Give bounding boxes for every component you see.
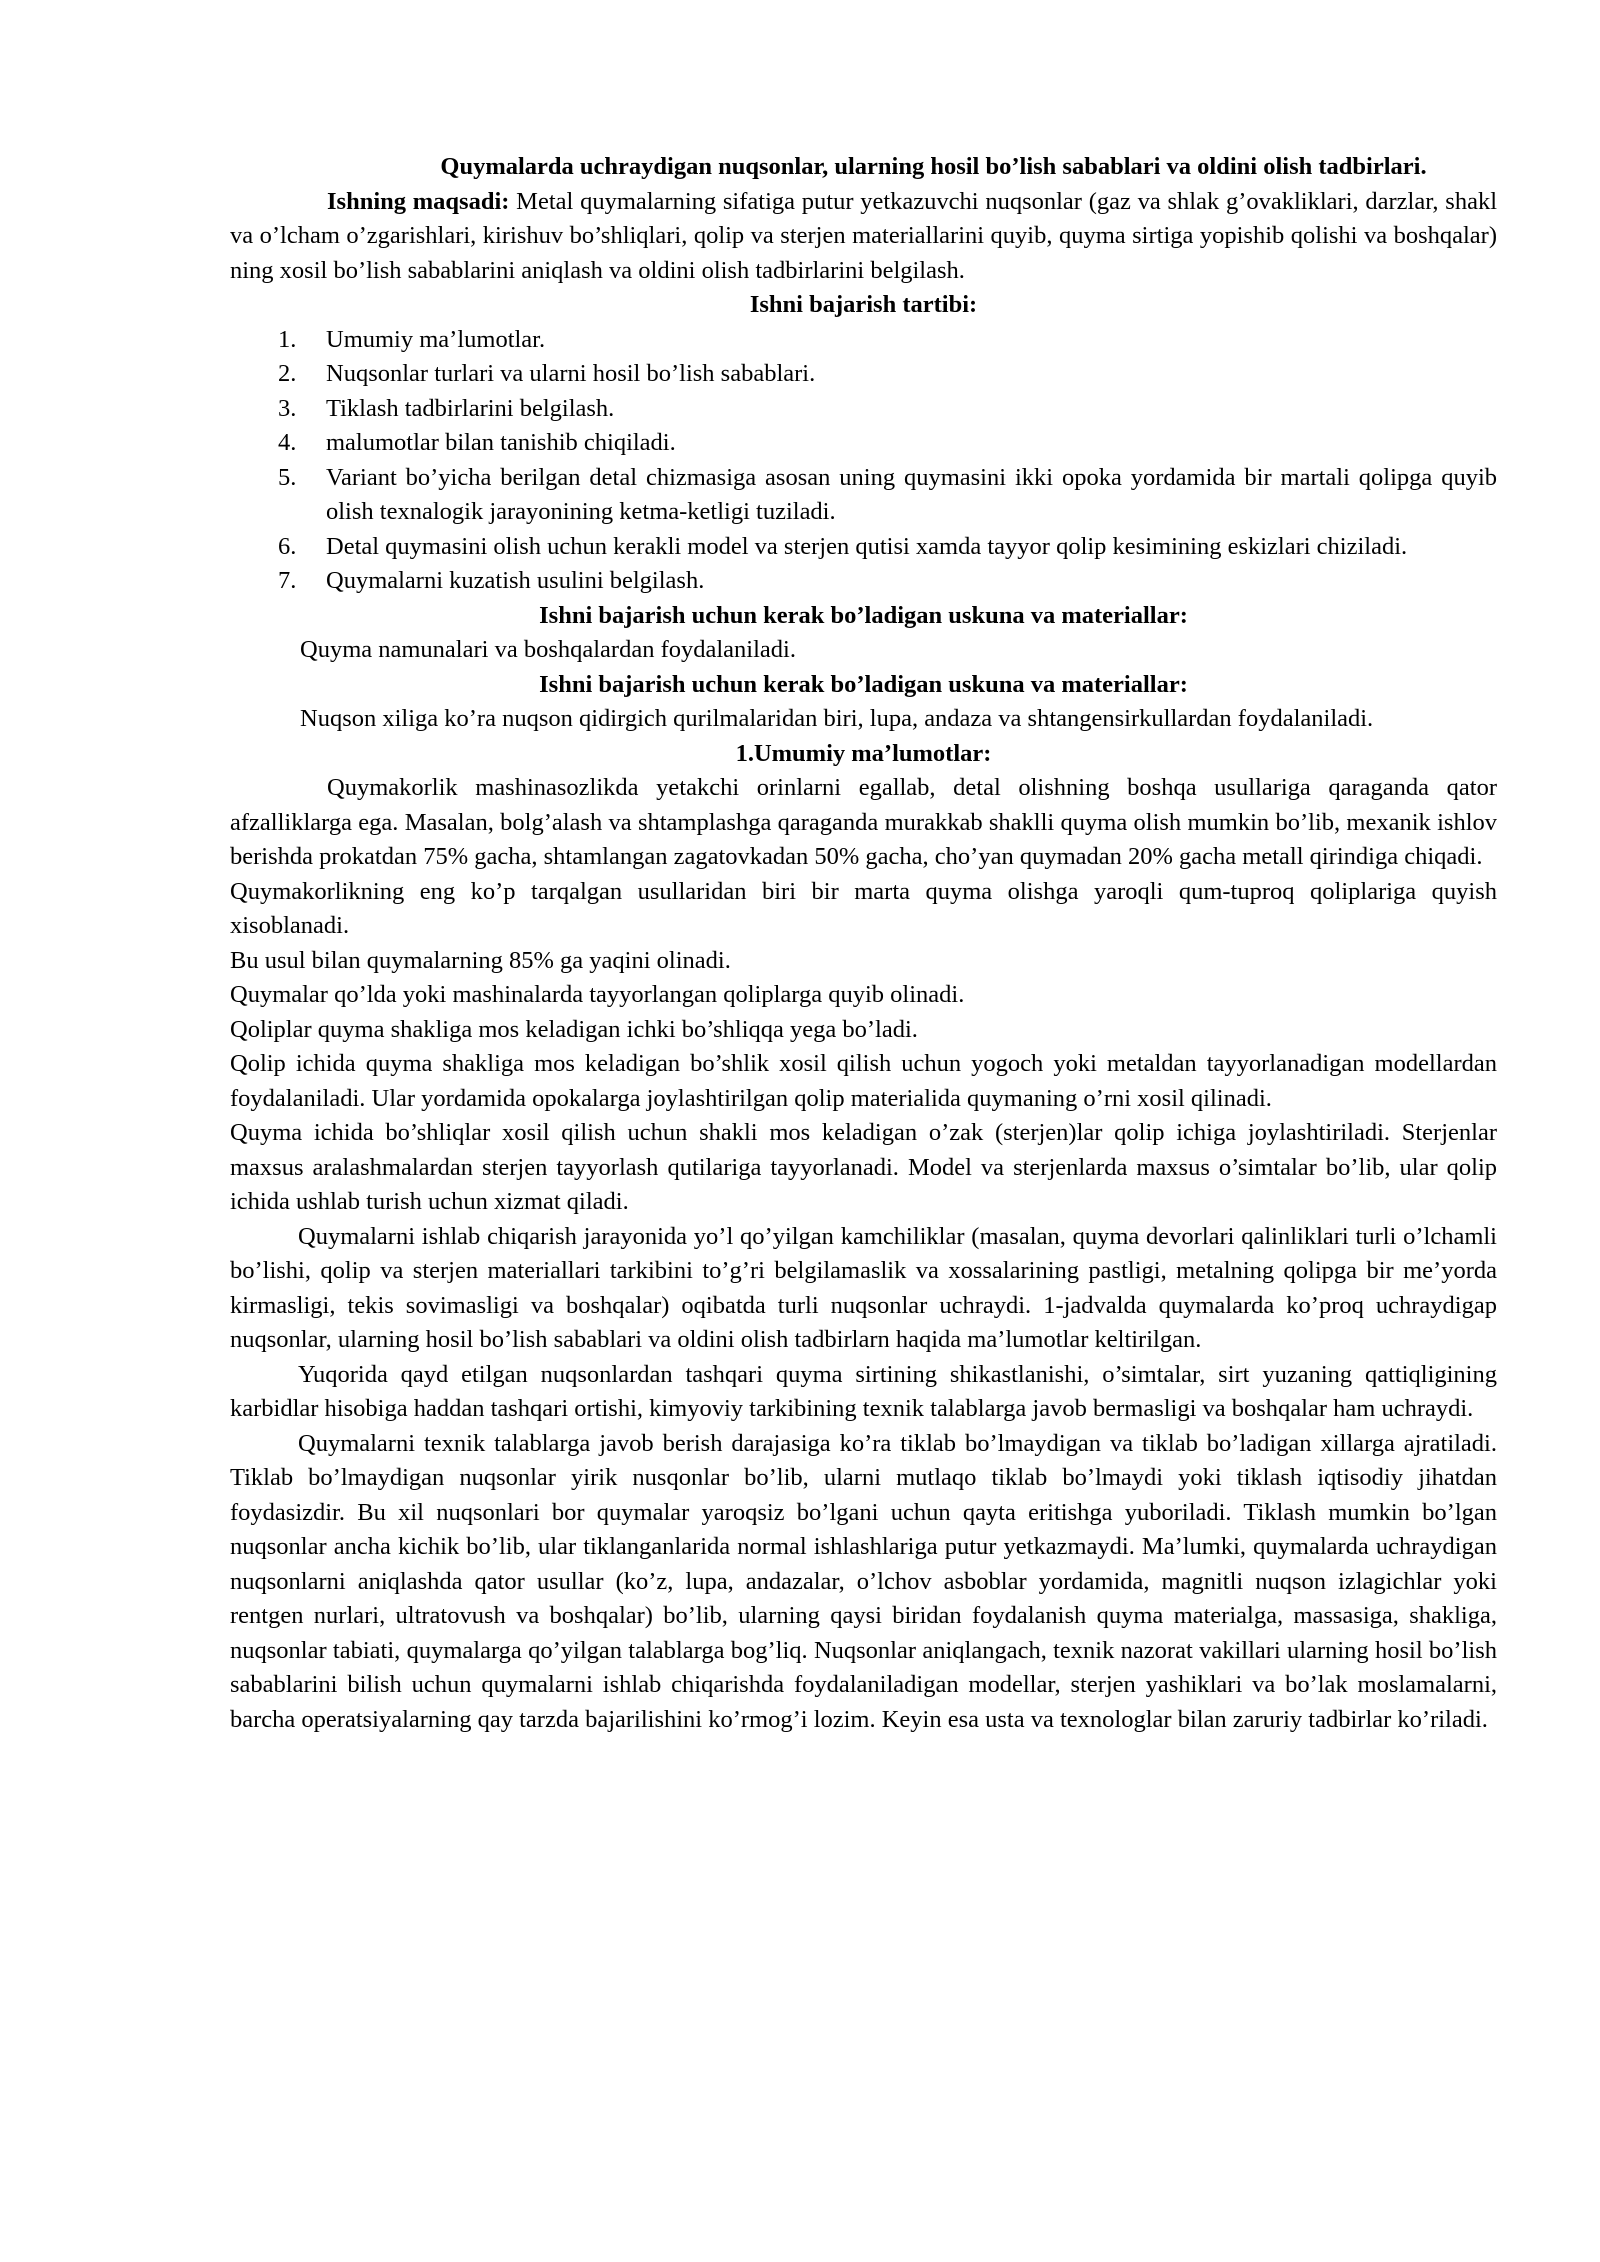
equipment-heading: Ishni bajarish uchun kerak bo’ladigan uskuna va materiallar: (539, 670, 1188, 698)
step-number: 2. (278, 360, 297, 387)
body-paragraph: Quymalar qo’lda yoki mashinalarda tayyorlangan qoliplarga quyib olinadi. (230, 981, 965, 1008)
step-number: 7. (278, 567, 297, 594)
procedure-steps-list (230, 323, 1497, 599)
body-paragraph: Quyma ichida bo’shliqlar xosil qilish uchun shakli mos keladigan o’zak (sterjen)lar qolip ichiga joylashtiriladi. Sterjenlar maxsus aralashmalardan sterjen tayyorlash qutilariga tayyorlanadi. Model va sterjenlarda maxsus o’simtalar bo’lib, ular qolip ichida ushlab turish uchun xizmat qiladi. (230, 1119, 1497, 1215)
body-paragraph: Yuqorida qayd etilgan nuqsonlardan tashqari quyma sirtining shikastlanishi, o’simtalar, sirt yuzaning qattiqligining karbidlar hisobiga haddan tashqari ortishi, kimyoviy tarkibining texnik talablarga javob bermasligi va boshqalar ham uchraydi. (230, 1360, 1497, 1422)
step-item (278, 426, 1497, 461)
equipment-text: Quyma namunalari va boshqalardan foydalaniladi. (300, 636, 796, 663)
goal-text: Metal quymalarning sifatiga putur yetkazuvchi nuqsonlar (gaz va shlak g’ovakliklari, darzlar, shakl va o’lcham o’zgarishlari, kirishuv bo’shliqlari, qolip va sterjen materiallarini quyib, quyma sirtiga yopishib qolishi va boshqalar) ning xosil bo’lish sabablarini aniqlash va oldini olish tadbirlarini belgilash. (230, 187, 1497, 284)
step-number: 6. (278, 532, 297, 560)
step-text: Detal quymasini olish uchun kerakli model va sterjen qutisi xamda tayyor qolip kesimining eskizlari chiziladi. (326, 532, 1408, 560)
step-text: Tiklash tadbirlarini belgilash. (326, 394, 615, 422)
step-number: 1. (278, 325, 297, 353)
procedure-heading: Ishni bajarish tartibi: (749, 291, 978, 318)
goal-label: Ishning maqsadi: (327, 187, 510, 215)
step-item (278, 530, 1497, 565)
step-item (278, 323, 1497, 358)
step-number: 5. (278, 463, 297, 491)
step-item (278, 392, 1497, 427)
step-number: 4. (278, 429, 297, 456)
step-item (278, 564, 1497, 599)
step-item (278, 461, 1497, 530)
body-paragraph: Quymalarni ishlab chiqarish jarayonida yo’l qo’yilgan kamchiliklar (masalan, quyma devorlari qalinliklari turli o’lchamli bo’lishi, qolip va sterjen materiallari tarkibini to’g’ri belgilamaslik va xossalarining pastligi, metalning qolipga bir me’yorda kirmasligi, tekis sovimasligi va boshqalar) oqibatda turli nuqsonlar uchraydi. 1-jadvalda quymalarda ko’proq uchraydigap nuqsonlar, ularning hosil bo’lish sabablari va oldini olish tadbirlarn haqida ma’lumotlar keltirilgan. (230, 1222, 1497, 1353)
body-paragraph: Quymakorlikning eng ko’p tarqalgan usullaridan biri bir marta quyma olishga yaroqli qum-tuproq qoliplariga quyish xisoblanadi. (230, 877, 1497, 939)
step-text: Variant bo’yicha berilgan detal chizmasiga asosan uning quymasini ikki opoka yordamida bir martali qolipga quyib olish texnalogik jarayonining ketma-ketligi tuziladi. (326, 463, 1497, 525)
equipment-text: Nuqson xiliga ko’ra nuqson qidirgich qurilmalaridan biri, lupa, andaza va shtangensirkullardan foydalaniladi. (300, 705, 1374, 732)
general-info-heading: 1.Umumiy ma’lumotlar: (735, 739, 992, 767)
document-title: Quymalarda uchraydigan nuqsonlar, ularning hosil bo’lish sabablari va oldini olish tadbirlari. (440, 153, 1427, 180)
equipment-heading: Ishni bajarish uchun kerak bo’ladigan uskuna va materiallar: (539, 601, 1188, 629)
step-text: malumotlar bilan tanishib chiqiladi. (326, 429, 676, 456)
step-text: Umumiy ma’lumotlar. (326, 325, 546, 353)
body-paragraph: Quymakorlik mashinasozlikda yetakchi orinlarni egallab, detal olishning boshqa usullariga qaraganda qator afzalliklarga ega. Masalan, bolg’alash va shtamplashga qaraganda murakkab shaklli quyma olish mumkin bo’lib, mexanik ishlov berishda prokatdan 75% gacha, shtamlangan zagatovkadan 50% gacha, cho’yan quymadan 20% gacha metall qirindiga chiqadi. (230, 774, 1497, 870)
body-paragraph: Qoliplar quyma shakliga mos keladigan ichki bo’shliqqa yega bo’ladi. (230, 1015, 918, 1043)
body-paragraph: Qolip ichida quyma shakliga mos keladigan bo’shlik xosil qilish uchun yogoch yoki metaldan tayyorlanadigan modellardan foydalaniladi. Ular yordamida opokalarga joylashtirilgan qolip materialida quymaning o’rni xosil qilinadi. (230, 1050, 1497, 1112)
goal-paragraph (230, 185, 1497, 289)
body-paragraph: Quymalarni texnik talablarga javob berish darajasiga ko’ra tiklab bo’lmaydigan va tiklab bo’ladigan xillarga ajratiladi. Tiklab bo’lmaydigan nuqsonlar yirik nusqonlar bo’lib, ularni mutlaqo tiklab bo’lmaydi yoki tiklash iqtisodiy jihatdan foydasizdir. Bu xil nuqsonlari bor quymalar yaroqsiz bo’lgani uchun qayta eritishga yuboriladi. Tiklash mumkin bo’lgan nuqsonlar ancha kichik bo’lib, ular tiklanganlarida normal ishlashlariga putur yetkazmaydi. Ma’lumki, quymalarda uchraydigan nuqsonlarni aniqlashda qator usullar (ko’z, lupa, andazalar, o’lchov asboblar yordamida, magnitli nuqson izlagichlar yoki rentgen nurlari, ultratovush va boshqalar) bo’lib, ularning qaysi biridan foydalanish quyma materialga, massasiga, shakliga, nuqsonlar tabiati, quymalarga qo’yilgan talablarga bog’liq. Nuqsonlar aniqlangach, texnik nazorat vakillari ularning hosil bo’lish sabablarini bilish uchun quymalarni ishlab chiqarishda foydalaniladigan modellar, sterjen yashiklari va bo’lak moslamalarni, barcha operatsiyalarning qay tarzda bajarilishini ko’rmog’i lozim. Keyin esa usta va texnologlar bilan zaruriy tadbirlar ko’riladi. (230, 1429, 1497, 1733)
step-number: 3. (278, 394, 297, 422)
step-text: Quymalarni kuzatish usulini belgilash. (326, 567, 705, 594)
step-text: Nuqsonlar turlari va ularni hosil bo’lish sabablari. (326, 360, 816, 387)
step-item (278, 357, 1497, 392)
body-paragraph: Bu usul bilan quymalarning 85% ga yaqini olinadi. (230, 946, 731, 974)
